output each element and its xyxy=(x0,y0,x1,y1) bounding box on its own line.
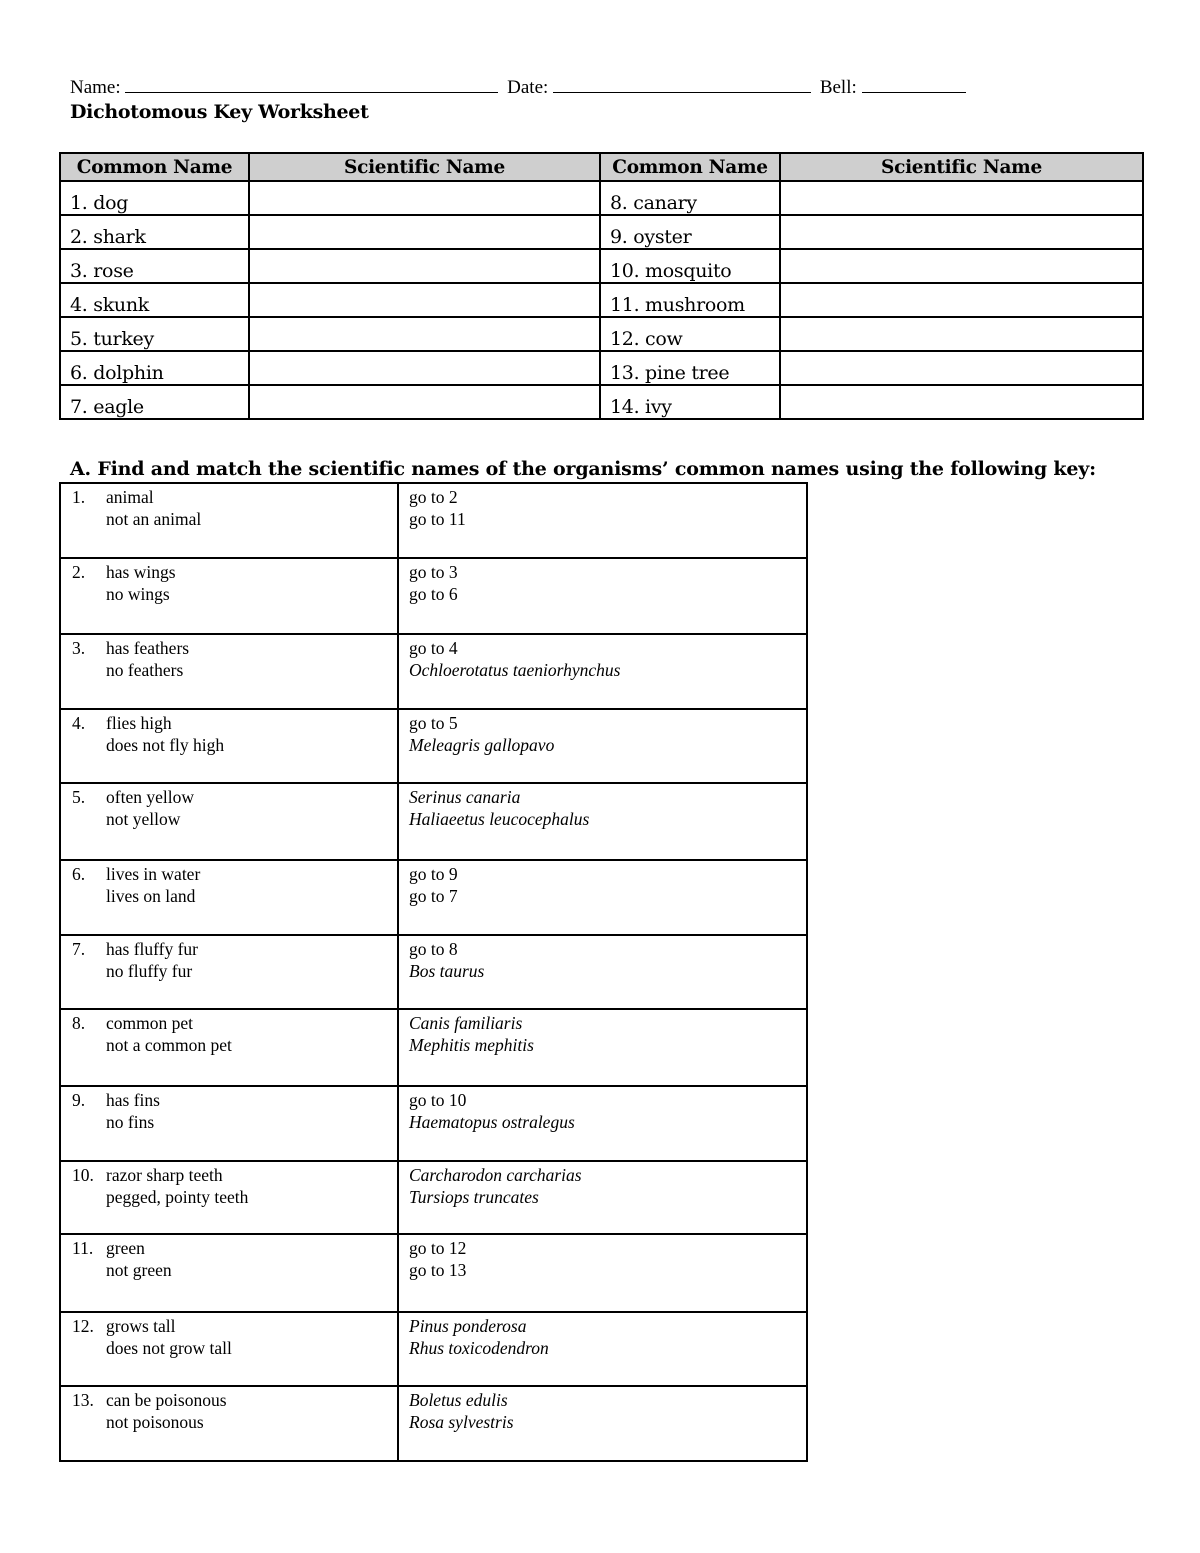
key-trait-option: pegged, pointy teeth xyxy=(106,1187,249,1207)
key-goto-instruction: go to 13 xyxy=(409,1260,467,1280)
key-trait-option: has feathers xyxy=(106,638,190,658)
scientific-name-answer-cell[interactable] xyxy=(249,181,600,215)
key-row xyxy=(60,709,807,783)
key-result-cell xyxy=(398,860,807,935)
key-step-number: 11. xyxy=(72,1238,94,1258)
key-row xyxy=(60,1234,807,1312)
date-blank[interactable] xyxy=(553,74,811,93)
key-goto-instruction: go to 6 xyxy=(409,584,458,604)
key-trait-option: can be poisonous xyxy=(106,1390,227,1410)
key-step-number: 6. xyxy=(72,864,86,884)
student-info-line xyxy=(70,74,970,99)
common-name-cell: 13. pine tree xyxy=(600,351,780,385)
key-step-number: 10. xyxy=(72,1165,94,1185)
key-trait-option: no feathers xyxy=(106,660,184,680)
key-result-cell xyxy=(398,483,807,558)
key-question-cell xyxy=(60,935,398,1009)
key-trait-option: no wings xyxy=(106,584,170,604)
key-result-cell xyxy=(398,634,807,709)
key-row xyxy=(60,558,807,634)
key-question-cell xyxy=(60,634,398,709)
key-trait-option: not an animal xyxy=(106,509,202,529)
worksheet-title: Dichotomous Key Worksheet xyxy=(70,101,369,123)
common-name-cell: 3. rose xyxy=(60,249,249,283)
column-header-common-name: Common Name xyxy=(600,153,780,181)
key-trait-option: not green xyxy=(106,1260,172,1280)
key-row xyxy=(60,1312,807,1386)
key-trait-option: does not fly high xyxy=(106,735,225,755)
key-step-number: 1. xyxy=(72,487,86,507)
key-trait-option: not a common pet xyxy=(106,1035,232,1055)
key-trait-option: flies high xyxy=(106,713,172,733)
scientific-name-answer-cell[interactable] xyxy=(249,249,600,283)
table-row xyxy=(60,283,1143,317)
key-goto-instruction: go to 2 xyxy=(409,487,458,507)
bell-blank[interactable] xyxy=(862,74,966,93)
key-row xyxy=(60,1161,807,1234)
key-scientific-name: Meleagris gallopavo xyxy=(409,735,555,755)
key-scientific-name: Haematopus ostralegus xyxy=(409,1112,575,1132)
key-question-cell xyxy=(60,860,398,935)
common-name-cell: 2. shark xyxy=(60,215,249,249)
table-row xyxy=(60,351,1143,385)
key-scientific-name: Rhus toxicodendron xyxy=(409,1338,549,1358)
key-step-number: 7. xyxy=(72,939,86,959)
common-name-cell: 4. skunk xyxy=(60,283,249,317)
key-scientific-name: Rosa sylvestris xyxy=(409,1412,514,1432)
scientific-name-answer-cell[interactable] xyxy=(780,317,1143,351)
scientific-name-answer-cell[interactable] xyxy=(780,385,1143,419)
key-result-cell xyxy=(398,1009,807,1086)
key-goto-instruction: go to 7 xyxy=(409,886,458,906)
scientific-name-answer-cell[interactable] xyxy=(780,249,1143,283)
key-result-cell xyxy=(398,935,807,1009)
key-trait-option: often yellow xyxy=(106,787,194,807)
scientific-name-answer-cell[interactable] xyxy=(249,317,600,351)
key-goto-instruction: go to 11 xyxy=(409,509,466,529)
key-goto-instruction: go to 3 xyxy=(409,562,458,582)
key-row xyxy=(60,935,807,1009)
column-header-common-name: Common Name xyxy=(60,153,249,181)
scientific-name-answer-cell[interactable] xyxy=(249,283,600,317)
key-goto-instruction: go to 5 xyxy=(409,713,458,733)
key-scientific-name: Carcharodon carcharias xyxy=(409,1165,582,1185)
key-goto-instruction: go to 9 xyxy=(409,864,458,884)
key-question-cell xyxy=(60,1386,398,1461)
key-question-cell xyxy=(60,1009,398,1086)
scientific-name-answer-cell[interactable] xyxy=(780,215,1143,249)
table-row xyxy=(60,317,1143,351)
answer-table xyxy=(59,152,1144,420)
key-scientific-name: Tursiops truncates xyxy=(409,1187,539,1207)
key-scientific-name: Mephitis mephitis xyxy=(409,1035,534,1055)
table-row xyxy=(60,385,1143,419)
key-row xyxy=(60,634,807,709)
key-result-cell xyxy=(398,783,807,860)
bell-label: Bell: xyxy=(819,77,857,98)
key-result-cell xyxy=(398,1386,807,1461)
common-name-cell: 12. cow xyxy=(600,317,780,351)
column-header-scientific-name: Scientific Name xyxy=(249,153,600,181)
key-step-number: 13. xyxy=(72,1390,94,1410)
key-trait-option: lives in water xyxy=(106,864,201,884)
key-step-number: 5. xyxy=(72,787,86,807)
key-goto-instruction: go to 12 xyxy=(409,1238,467,1258)
key-trait-option: no fluffy fur xyxy=(106,961,193,981)
name-label: Name: xyxy=(70,77,121,98)
key-result-cell xyxy=(398,1234,807,1312)
key-result-cell xyxy=(398,709,807,783)
key-question-cell xyxy=(60,558,398,634)
key-result-cell xyxy=(398,558,807,634)
key-row xyxy=(60,860,807,935)
scientific-name-answer-cell[interactable] xyxy=(249,385,600,419)
key-scientific-name: Serinus canaria xyxy=(409,787,521,807)
name-blank[interactable] xyxy=(125,74,498,93)
date-label: Date: xyxy=(507,77,549,98)
key-goto-instruction: go to 8 xyxy=(409,939,458,959)
key-question-cell xyxy=(60,709,398,783)
key-result-cell xyxy=(398,1312,807,1386)
key-trait-option: grows tall xyxy=(106,1316,176,1336)
table-row xyxy=(60,181,1143,215)
scientific-name-answer-cell[interactable] xyxy=(780,351,1143,385)
answer-table-header xyxy=(60,153,1143,181)
key-trait-option: green xyxy=(106,1238,145,1258)
key-step-number: 3. xyxy=(72,638,86,658)
key-question-cell xyxy=(60,1234,398,1312)
common-name-cell: 5. turkey xyxy=(60,317,249,351)
key-step-number: 12. xyxy=(72,1316,94,1336)
key-scientific-name: Boletus edulis xyxy=(409,1390,508,1410)
key-step-number: 2. xyxy=(72,562,86,582)
key-question-cell xyxy=(60,1161,398,1234)
common-name-cell: 9. oyster xyxy=(600,215,780,249)
key-trait-option: lives on land xyxy=(106,886,196,906)
key-step-number: 9. xyxy=(72,1090,86,1110)
table-row xyxy=(60,249,1143,283)
key-trait-option: has fluffy fur xyxy=(106,939,199,959)
common-name-cell: 8. canary xyxy=(600,181,780,215)
key-trait-option: not poisonous xyxy=(106,1412,204,1432)
key-trait-option: does not grow tall xyxy=(106,1338,232,1358)
key-step-number: 8. xyxy=(72,1013,86,1033)
key-scientific-name: Ochloerotatus taeniorhynchus xyxy=(409,660,621,680)
key-scientific-name: Bos taurus xyxy=(409,961,485,981)
key-trait-option: has fins xyxy=(106,1090,160,1110)
key-scientific-name: Pinus ponderosa xyxy=(409,1316,527,1336)
scientific-name-answer-cell[interactable] xyxy=(249,351,600,385)
common-name-cell: 14. ivy xyxy=(600,385,780,419)
key-row xyxy=(60,483,807,558)
common-name-cell: 1. dog xyxy=(60,181,249,215)
common-name-cell: 7. eagle xyxy=(60,385,249,419)
key-trait-option: animal xyxy=(106,487,154,507)
key-row xyxy=(60,1086,807,1161)
dichotomous-key-table xyxy=(59,482,808,1462)
scientific-name-answer-cell[interactable] xyxy=(249,215,600,249)
key-result-cell xyxy=(398,1161,807,1234)
key-goto-instruction: go to 4 xyxy=(409,638,458,658)
table-row xyxy=(60,215,1143,249)
key-question-cell xyxy=(60,1312,398,1386)
key-trait-option: has wings xyxy=(106,562,176,582)
key-trait-option: common pet xyxy=(106,1013,193,1033)
key-goto-instruction: go to 10 xyxy=(409,1090,467,1110)
key-question-cell xyxy=(60,483,398,558)
key-question-cell xyxy=(60,783,398,860)
key-step-number: 4. xyxy=(72,713,86,733)
key-row xyxy=(60,1009,807,1086)
section-a-instruction: A. Find and match the scientific names of the organisms’ common names using the following key: xyxy=(70,458,1096,480)
common-name-cell: 6. dolphin xyxy=(60,351,249,385)
common-name-cell: 10. mosquito xyxy=(600,249,780,283)
scientific-name-answer-cell[interactable] xyxy=(780,181,1143,215)
scientific-name-answer-cell[interactable] xyxy=(780,283,1143,317)
key-scientific-name: Canis familiaris xyxy=(409,1013,523,1033)
key-row xyxy=(60,1386,807,1461)
key-result-cell xyxy=(398,1086,807,1161)
key-trait-option: no fins xyxy=(106,1112,155,1132)
key-scientific-name: Haliaeetus leucocephalus xyxy=(409,809,590,829)
key-row xyxy=(60,783,807,860)
column-header-scientific-name: Scientific Name xyxy=(780,153,1143,181)
common-name-cell: 11. mushroom xyxy=(600,283,780,317)
key-trait-option: not yellow xyxy=(106,809,181,829)
key-question-cell xyxy=(60,1086,398,1161)
key-trait-option: razor sharp teeth xyxy=(106,1165,223,1185)
